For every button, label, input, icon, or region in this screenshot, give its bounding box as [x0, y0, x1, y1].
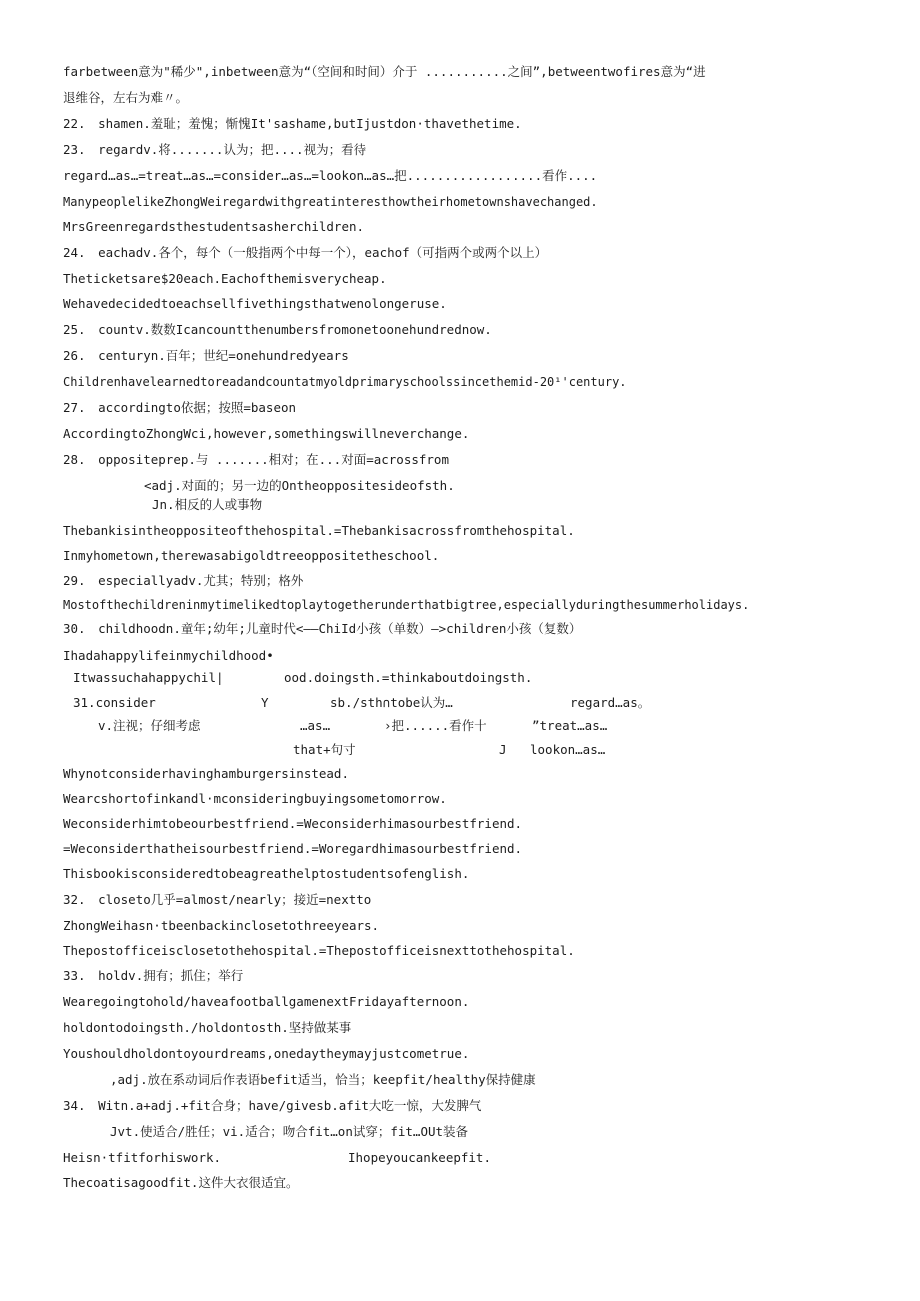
text-line: Whynotconsiderhavinghamburgersinstead.	[63, 766, 349, 781]
text-line: ”treat…as…	[532, 718, 608, 733]
text-line: 33. holdv.拥有；抓住；举行	[63, 968, 244, 983]
text-line: Wehavedecidedtoeachsellfivethingsthatwenolongeruse.	[63, 296, 447, 311]
text-line: Wearcshortofinkandl·mconsideringbuyingsometomorrow.	[63, 791, 447, 806]
text-line: 31.consider	[73, 695, 156, 710]
text-line: that+句寸	[293, 742, 356, 757]
text-line: 退维谷，左右为难〃。	[63, 90, 189, 105]
text-line: Thisbookisconsideredtobeagreathelptostudentsofenglish.	[63, 866, 470, 881]
text-line: ›把......看作十	[384, 718, 487, 733]
text-line: 25. countv.数数Icancountthenumbersfromonetoonehundrednow.	[63, 322, 492, 337]
text-line: v.注视；仔细考虑	[98, 718, 201, 733]
text-line: 23. regardv.将.......认为；把....视为；看待	[63, 142, 367, 157]
text-line: Ihadahappylifeinmychildhood•	[63, 648, 274, 663]
text-line: 22. shamen.羞耻；羞愧；惭愧It'sashame,butIjustdon·thavethetime.	[63, 116, 522, 131]
text-line: holdontodoingsth./holdontosth.坚持做某事	[63, 1020, 352, 1035]
text-line: Weconsiderhimtobeourbestfriend.=Weconsiderhimasourbestfriend.	[63, 816, 523, 831]
text-line: Thecoatisagoodfit.这件大衣很适宜。	[63, 1175, 299, 1190]
text-line: 27. accordingto依据；按照=baseon	[63, 400, 297, 415]
text-line: 26. centuryn.百年；世纪=onehundredyears	[63, 348, 349, 363]
text-line: 32. closeto几乎=almost/nearly；接近=nextto	[63, 892, 372, 907]
text-line: Thepostofficeisclosetothehospital.=Thepostofficeisnexttothehospital.	[63, 943, 575, 958]
text-line: Mostofthechildreninmytimelikedtoplaytogetherunderthatbigtree,especiallyduringthesummerholidays.	[63, 598, 750, 612]
text-line: AccordingtoZhongWci,however,somethingswillneverchange.	[63, 426, 470, 441]
text-line: 34. Witn.a+adj.+fit合身；have/givesb.afit大吃一惊，大发脾气	[63, 1098, 482, 1113]
text-line: ood.doingsth.=thinkaboutdoingsth.	[284, 670, 533, 685]
text-line: Y	[261, 695, 269, 710]
text-line: Theticketsare$20each.Eachofthemisverycheap.	[63, 271, 387, 286]
text-line: Wearegoingtohold/haveafootballgamenextFridayafternoon.	[63, 994, 470, 1009]
text-line: Ihopeyoucankeepfit.	[348, 1150, 491, 1165]
text-line: regard…as…=treat…as…=consider…as…=lookon…as…把..................看作....	[63, 168, 598, 183]
text-line: Youshouldholdontoyourdreams,onedaytheymayjustcometrue.	[63, 1046, 470, 1061]
text-line: Childrenhavelearnedtoreadandcountatmyoldprimaryschoolssincethemid-20¹'century.	[63, 375, 627, 389]
text-line: Inmyhometown,therewasabigoldtreeoppositetheschool.	[63, 548, 440, 563]
text-line: …as…	[300, 718, 331, 733]
text-line: J	[499, 742, 507, 757]
text-line: ZhongWeihasn·tbeenbackinclosetothreeyears.	[63, 918, 380, 933]
text-line: sb./sth∩tobe认为…	[330, 695, 453, 710]
text-line: 24. eachadv.各个，每个（一般指两个中每一个），eachof（可指两个或两个以上）	[63, 245, 548, 260]
text-line: 30. childhoodn.童年;幼年;儿童时代<——ChiId小孩（单数）—>children小孩（复数）	[63, 621, 582, 636]
text-line: 29. especiallyadv.尤其；特别；格外	[63, 573, 304, 588]
text-line: Thebankisintheoppositeofthehospital.=Thebankisacrossfromthehospital.	[63, 523, 575, 538]
text-line: <adj.对面的；另一边的Ontheoppositesideofsth.	[144, 478, 455, 493]
text-line: 28. oppositeprep.与 .......相对；在...对面=acrossfrom	[63, 452, 449, 467]
text-line: Itwassuchahappychil|	[73, 670, 224, 685]
text-line: lookon…as…	[530, 742, 606, 757]
text-line: regard…as。	[570, 695, 651, 710]
text-line: MrsGreenregardsthestudentsasherchildren.	[63, 219, 365, 234]
text-line: Jn.相反的人或事物	[152, 497, 263, 512]
text-line: ManypeoplelikeZhongWeiregardwithgreatinteresthowtheirhometownshavechanged.	[63, 195, 598, 209]
text-line: =Weconsiderthatheisourbestfriend.=Woregardhimasourbestfriend.	[63, 841, 523, 856]
text-line: Heisn·tfitforhiswork.	[63, 1150, 222, 1165]
text-line: farbetween意为"稀少",inbetween意为“（空间和时间）介于 ...........之间”,betweentwofires意为“进	[63, 64, 706, 79]
text-line: Jvt.使适合/胜任；vi.适合；吻合fit…on试穿；fit…OUt装备	[110, 1124, 469, 1139]
text-line: ,adj.放在系动词后作表语befit适当，恰当；keepfit/healthy保持健康	[110, 1072, 536, 1087]
